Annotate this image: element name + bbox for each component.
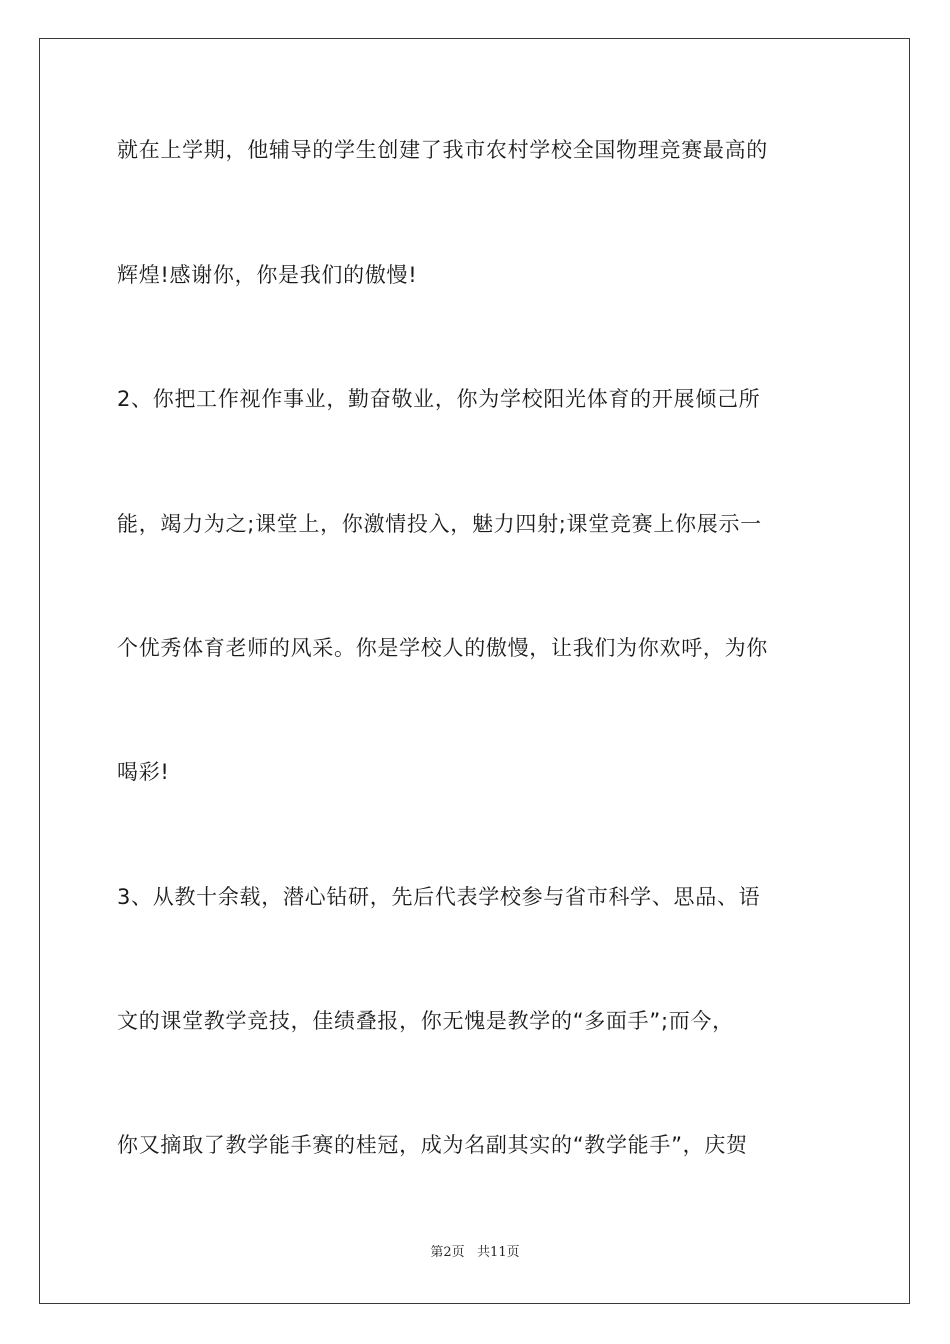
- text-line-5: 个优秀体育老师的风采。你是学校人的傲慢，让我们为你欢呼，为你: [117, 636, 768, 660]
- page-border: [39, 38, 910, 1304]
- text-line-2: 辉煌!感谢你，你是我们的傲慢!: [117, 263, 418, 287]
- text-line-1: 就在上学期，他辅导的学生创建了我市农村学校全国物理竞赛最高的: [117, 138, 768, 162]
- text-line-9: 你又摘取了教学能手赛的桂冠，成为名副其实的“教学能手”，庆贺: [117, 1133, 748, 1157]
- text-line-3: 2、你把工作视作事业，勤奋敬业，你为学校阳光体育的开展倾己所: [117, 387, 761, 411]
- text-line-7: 3、从教十余载，潜心钻研，先后代表学校参与省市科学、思品、语: [117, 885, 761, 909]
- text-line-6: 喝彩!: [117, 760, 170, 784]
- text-line-8: 文的课堂教学竞技，佳绩叠报，你无愧是教学的“多面手”;而今，: [117, 1009, 734, 1033]
- text-line-4: 能，竭力为之;课堂上，你激情投入，魅力四射;课堂竞赛上你展示一: [117, 512, 762, 536]
- page-number-footer: 第2页 共11页: [430, 1245, 520, 1260]
